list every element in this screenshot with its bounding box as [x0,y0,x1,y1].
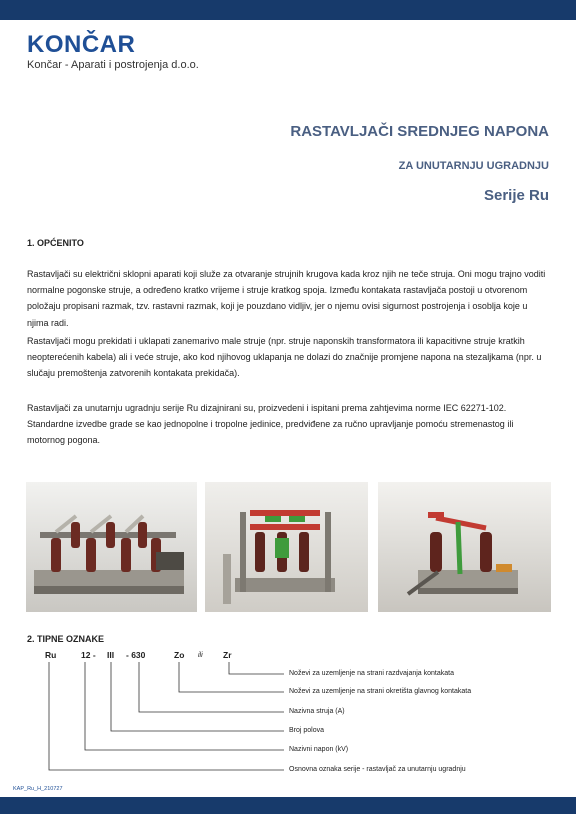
company-name: Končar - Aparati i postrojenja d.o.o. [27,59,199,71]
paragraph-currents: Rastavljači mogu prekidati i uklapati zanemarivo male struje (npr. struje naponskih transformatora ili kapacitivne struje kratkih neopterećenih kabela) ali i veće struje, ako kod njihovog uklapanja ne dolazi do značnije promjene napona na stezaljkama (npr. u slučaju premoštenja zatvorenih kontakata prekidača). [27,336,542,379]
document-title: RASTAVLJAČI SREDNJEG NAPONA [290,123,549,140]
code-or: ili [198,652,203,659]
legend-item: Osnovna oznaka serije - rastavljač za unutarnju ugradnju [289,766,466,773]
series-title: Serije Ru [483,187,549,204]
legend-item: Noževi za uzemljenje na strani razdvajanja kontakata [289,670,454,677]
company-logo: KONČAR [27,31,136,58]
paragraph-intro: Rastavljači su električni sklopni aparati koji služe za otvaranje strujnih krugova kada kroz njih ne teče struja. Oni mogu trajno voditi normalne pogonske struje, a određeno kratko vrijeme i struje kratkog spoja. Između kontakata rastavljača postoji u otvorenom položaju propisani razmak, tzv. rastavni razmak, koji je pouzdano vidljiv, jer o njemu ovisi sigurnost postrojenja i osoblja koje u njima radi. [27,269,546,328]
legend-item: Nazivna struja (A) [289,708,345,715]
code-earthing-zr: Zr [223,650,232,660]
code-earthing-zo: Zo [174,650,185,660]
section-heading-general: 1. OPĆENITO [27,238,84,248]
legend-item: Noževi za uzemljenje na strani okretišta glavnog kontakata [289,688,472,695]
paragraph-standard: Rastavljači za unutarnju ugradnju serije Ru dizajnirani su, proizvedeni i ispitani prema zahtjevima norme IEC 62271-102. Standardne izvedbe grade se kao jednopolne i tropolne jedinice, predviđene za ručno upravljanje pomoću stremenastog ili motornog pogona. [27,403,514,446]
code-current: - 630 [126,650,146,660]
legend-item: Nazivni napon (kV) [289,746,349,753]
document-subtitle: ZA UNUTARNJU UGRADNJU [398,160,549,172]
bottom-bar [0,797,576,814]
code-series: Ru [45,650,57,660]
section-heading-type-codes: 2. TIPNE OZNAKE [27,634,105,644]
legend-item: Broj polova [289,727,325,734]
code-poles: III [107,650,115,660]
code-voltage: 12 - [81,650,96,660]
document-code: KAP_Ru_H_210727 [13,786,63,792]
